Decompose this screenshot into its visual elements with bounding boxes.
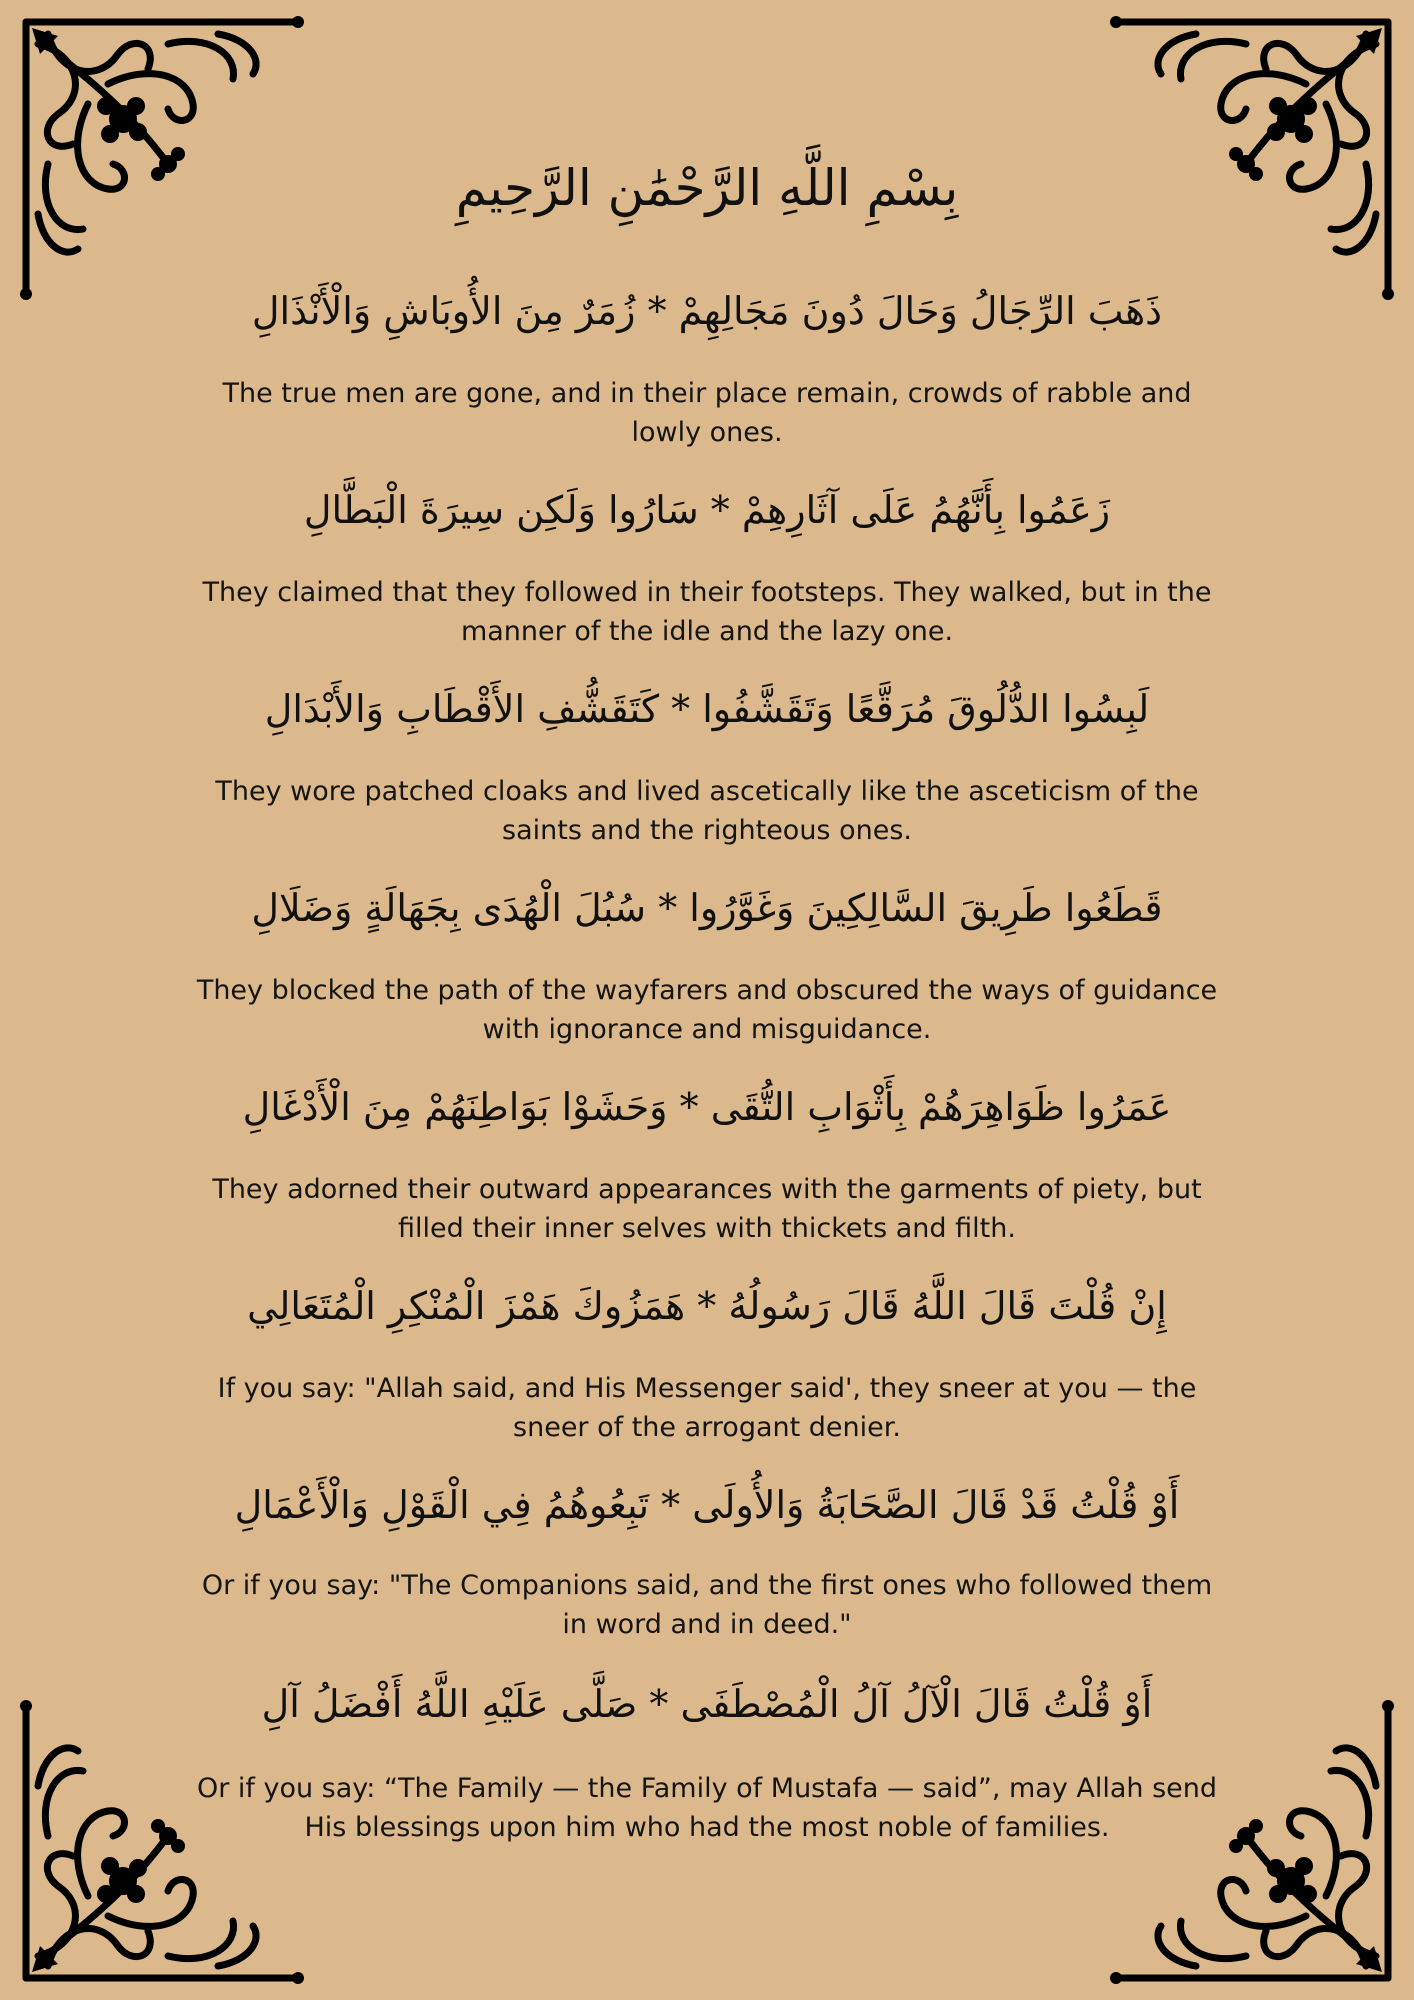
arabic-couplet-3: لَبِسُوا الدُّلُوقَ مُرَقَّعًا وَتَقَشَّفُوا * كَتَقَشُّفِ الأَقْطَابِ وَالأَبْدَالِ [264, 687, 1150, 731]
english-translation-4: They blocked the path of the wayfarers and obscured the ways of guidance with ignorance and misguidance. [196, 975, 1218, 1045]
arabic-couplet-6: إِنْ قُلْتَ قَالَ اللَّهُ قَالَ رَسُولُهُ * هَمَزُوكَ هَمْزَ الْمُنْكِرِ الْمُتَعَالِي [247, 1284, 1167, 1328]
arabic-couplet-7: أَوْ قُلْتُ قَدْ قَالَ الصَّحَابَةُ وَالأُولَى * تَبِعُوهُمُ فِي الْقَوْلِ وَالْأَعْمَالِ [234, 1483, 1180, 1527]
english-translation-2: They claimed that they followed in their footsteps. They walked, but in the manner of the idle and the lazy one. [202, 577, 1212, 647]
basmala-heading: بِسْمِ اللَّهِ الرَّحْمَٰنِ الرَّحِيمِ [455, 159, 959, 217]
english-translation-3: They wore patched cloaks and lived ascetically like the asceticism of the saints and the righteous ones. [215, 776, 1199, 846]
arabic-couplet-2: زَعَمُوا بِأَنَّهُمُ عَلَى آثَارِهِمْ * سَارُوا وَلَكِن سِيرَةَ الْبَطَّالِ [303, 488, 1111, 532]
arabic-couplet-4: قَطَعُوا طَرِيقَ السَّالِكِينَ وَغَوَّرُوا * سُبُلَ الْهُدَى بِجَهَالَةٍ وَضَلَالِ [251, 886, 1163, 930]
english-translation-6: If you say: "Allah said, and His Messenger said', they sneer at you — the sneer of the arrogant denier. [217, 1373, 1197, 1443]
english-translation-8: Or if you say: “The Family — the Family of Mustafa — said”, may Allah send His blessings upon him who had the most noble of families. [196, 1773, 1218, 1843]
english-translation-7: Or if you say: "The Companions said, and the first ones who followed them in word and in deed." [201, 1570, 1213, 1640]
english-translation-1: The true men are gone, and in their place remain, crowds of rabble and lowly ones. [222, 378, 1192, 448]
english-translation-5: They adorned their outward appearances with the garments of piety, but filled their inner selves with thickets and filth. [212, 1174, 1202, 1244]
arabic-couplet-1: ذَهَبَ الرِّجَالُ وَحَالَ دُونَ مَجَالِهِمْ * زُمَرٌ مِنَ الأُوبَاشِ وَالْأَنْذَالِ [251, 289, 1163, 333]
arabic-couplet-8: أَوْ قُلْتُ قَالَ الْآلُ آلُ الْمُصْطَفَى * صَلَّى عَلَيْهِ اللَّهُ أَفْضَلُ آلِ [261, 1682, 1153, 1726]
arabic-couplet-5: عَمَرُوا ظَوَاهِرَهُمْ بِأَثْوَابِ التُّقَى * وَحَشَوْا بَوَاطِنَهُمْ مِنَ الْأَدْغَالِ [242, 1085, 1172, 1129]
